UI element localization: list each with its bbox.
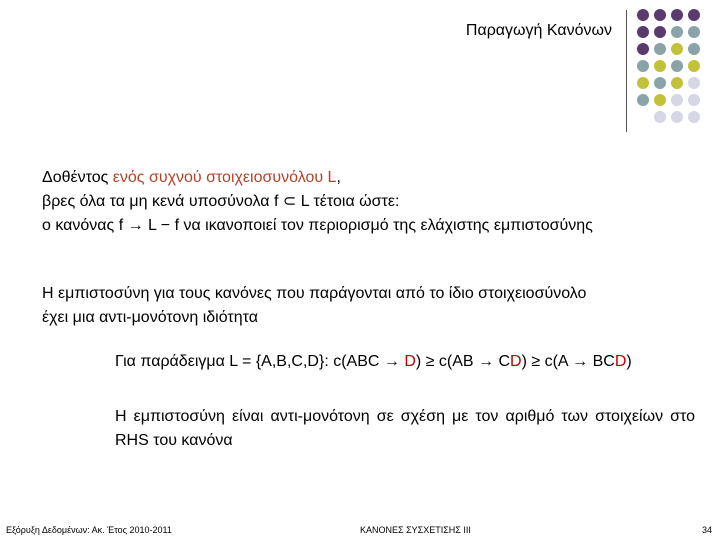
dot [688, 43, 700, 55]
dot [671, 60, 683, 72]
dot [654, 43, 666, 55]
rhs-item-highlight: D [510, 353, 522, 370]
dot [688, 111, 700, 123]
dot [671, 26, 683, 38]
dot [637, 77, 649, 89]
dot [671, 77, 683, 89]
example-formula: Για παράδειγμα L = {A,B,C,D}: c(ABC → D) ≥ c(AB → CD) ≥ c(A → BCD) [115, 353, 632, 370]
remark-paragraph: Η εμπιστοσύνη είναι αντι-μονότονη σε σχέση με τον αριθμό των στοιχείων στο RHS του κανόνα [115, 408, 695, 449]
dot [671, 111, 683, 123]
dot [688, 26, 700, 38]
dot [688, 77, 700, 89]
dot [654, 94, 666, 106]
rhs-item-highlight: D [404, 353, 416, 370]
dot [637, 60, 649, 72]
dot [654, 60, 666, 72]
footer-chapter: ΚΑΝΟΝΕΣ ΣΥΣΧΕΤΙΣΗΣ ΙΙΙ [360, 525, 471, 535]
dot [671, 94, 683, 106]
dot [654, 77, 666, 89]
property-line-2: έχει μια αντι-μονότονη ιδιότητα [42, 309, 258, 326]
definition-paragraph [42, 166, 593, 238]
dot [654, 26, 666, 38]
page-number: 34 [701, 525, 712, 535]
property-line-1: Η εμπιστοσύνη για τους κανόνες που παράγονται από το ίδιο στοιχειοσύνολο [42, 285, 587, 302]
dot [637, 94, 649, 106]
dot [688, 60, 700, 72]
dot [637, 26, 649, 38]
dot [654, 9, 666, 21]
slide-title: Παραγωγή Κανόνων [465, 22, 612, 39]
footer-course: Εξόρυξη Δεδομένων: Ακ. Έτος 2010-2011 [6, 525, 172, 535]
dot [637, 9, 649, 21]
dot [654, 111, 666, 123]
rhs-item-highlight: D [614, 353, 627, 370]
definition-line-3: ο κανόνας f → L − f να ικανοποιεί τον περιορισμό της ελάχιστης εμπιστοσύνης [42, 217, 593, 234]
frequent-itemset-highlight: ενός συχνού στοιχειοσυνόλου L [112, 169, 337, 186]
dot [688, 94, 700, 106]
dot [688, 9, 700, 21]
title-divider [626, 10, 627, 132]
definition-line-2: βρες όλα τα μη κενά υποσύνολα f ⊂ L τέτοια ώστε: [42, 193, 400, 210]
definition-line-1: Δοθέντος ενός συχνού στοιχειοσυνόλου L, [42, 169, 341, 186]
dot [671, 9, 683, 21]
dot [637, 43, 649, 55]
anti-monotone-property-paragraph [42, 282, 586, 330]
dot [671, 43, 683, 55]
